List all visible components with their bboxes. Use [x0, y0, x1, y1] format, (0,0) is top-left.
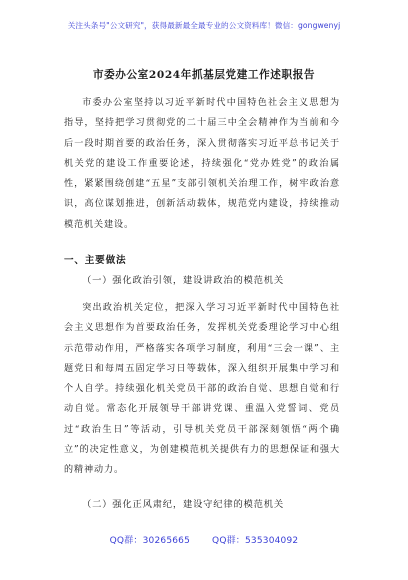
section-heading: 一、主要做法 [64, 255, 127, 266]
footer-qq-group-2: QQ群：535304092 [212, 536, 299, 546]
intro-paragraph: 市委办公室坚持以习近平新时代中国特色社会主义思想为指导，坚持把学习贯彻党的二十届三中全会精神作为当前和今后一段时期首要的政治任务，深入贯彻落实习近平总书记关于机关党的建设工作重要论述，持续强化“党办姓党”的政治属性，紧紧围绕创建“五星”支部引领机关治理工作，树牢政治意识，高位谋划推进，创新活动载体，规范党内建设，持续推动模范机关建设。 [64, 98, 340, 230]
subsection-1-paragraph: 突出政治机关定位，把深入学习习近平新时代中国特色社会主义思想作为首要政治任务，发挥机关党委理论学习中心组示范带动作用，严格落实各项学习制度，利用“三会一课”、主题党日和每周五固定学习日等载体，深入组织开展集中学习和个人自学。持续强化机关党员干部的政治自觉、思想自觉和行动自觉。常态化开展领导干部讲党课、重温入党誓词、党员过“政治生日”等活动，引导机关党员干部深刻领悟“两个确立”的决定性意义，为创建模范机关提供有力的思想保证和强大的精神动力。 [64, 303, 340, 476]
subsection-heading-2: （二）强化正风肃纪，建设守纪律的模范机关 [82, 499, 284, 510]
subsection-heading-1: （一）强化政治引领，建设讲政治的模范机关 [82, 275, 284, 286]
footer-qq-group-1: QQ群：30265665 [109, 536, 191, 546]
header-banner: 关注头条号"公文研究"，获得最新最全最专业的公文资料库！微信：gongwenyj [67, 21, 341, 30]
document-title: 市委办公室2024年抓基层党建工作述职报告 [92, 69, 316, 81]
footer-contact [0, 533, 408, 546]
